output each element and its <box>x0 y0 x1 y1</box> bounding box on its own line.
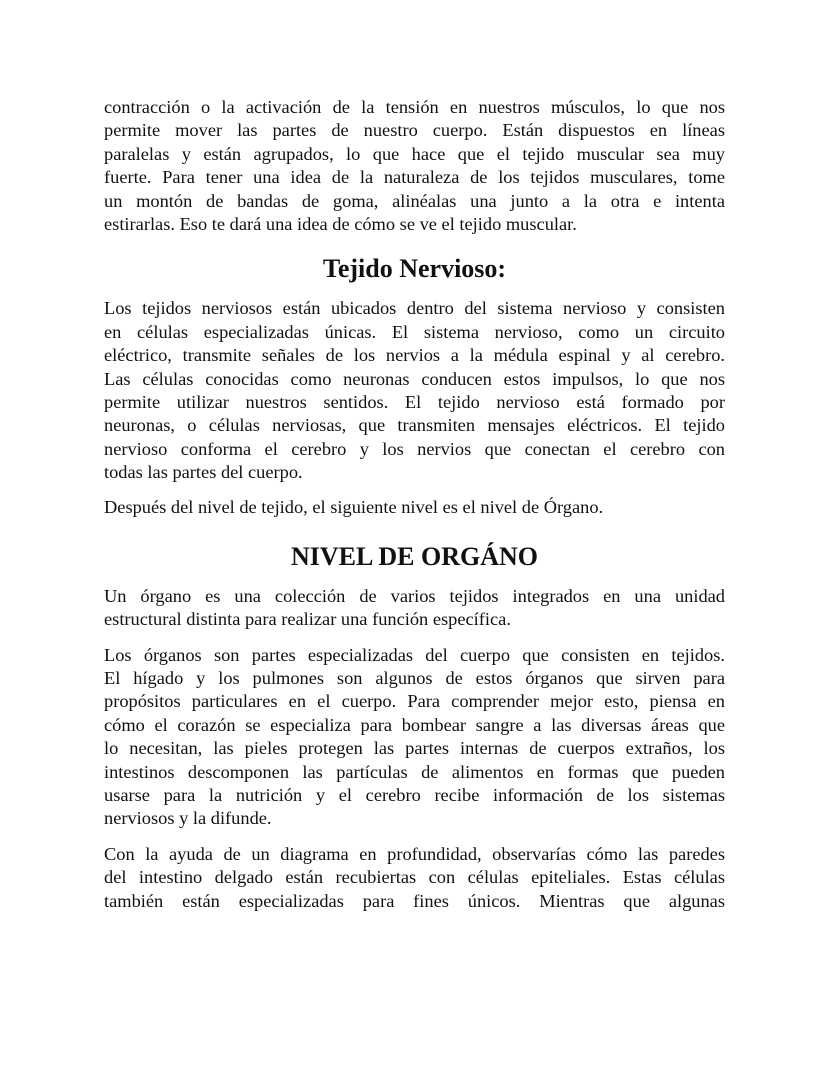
text-line: estirarlas. Eso te dará una idea de cómo se ve el tejido muscular. <box>104 213 577 234</box>
text-line: nervioso conforma el cerebro y los nervios que conectan el cerebro con <box>104 438 725 459</box>
text-line: Los tejidos nerviosos están ubicados dentro del sistema nervioso y consisten <box>104 298 725 319</box>
paragraph <box>104 644 725 831</box>
text-line: cómo el corazón se especializa para bombear sangre a las diversas áreas que <box>104 714 725 735</box>
text-line: intestinos descomponen las partículas de alimentos en formas que pueden <box>104 761 725 782</box>
text-line: El hígado y los pulmones son algunos de estos órganos que sirven para <box>104 668 725 689</box>
paragraph <box>104 297 725 484</box>
text-line: usarse para la nutrición y el cerebro recibe información de los sistemas <box>104 784 725 805</box>
text-line: nerviosos y la difunde. <box>104 808 272 829</box>
text-line: todas las partes del cuerpo. <box>104 462 303 483</box>
text-line: eléctrico, transmite señales de los nervios a la médula espinal y al cerebro. <box>104 345 725 366</box>
text-line: permite utilizar nuestros sentidos. El tejido nervioso está formado por <box>104 391 725 412</box>
text-line: paralelas y están agrupados, lo que hace que el tejido muscular sea muy <box>104 143 725 164</box>
text-line: Los órganos son partes especializadas del cuerpo que consisten en tejidos. <box>104 644 725 665</box>
document-page <box>104 96 725 925</box>
text-line: Después del nivel de tejido, el siguiente nivel es el nivel de Órgano. <box>104 497 604 518</box>
text-line: lo necesitan, las pieles protegen las partes internas de cuerpos extraños, los <box>104 738 725 759</box>
section-heading: NIVEL DE ORGÁNO <box>290 541 539 571</box>
text-line: fuerte. Para tener una idea de la naturaleza de los tejidos musculares, tome <box>104 167 725 188</box>
text-line: contracción o la activación de la tensión en nuestros músculos, lo que nos <box>104 97 725 117</box>
text-line: Con la ayuda de un diagrama en profundidad, observarías cómo las paredes <box>104 843 725 864</box>
paragraph <box>104 585 725 632</box>
text-line: permite mover las partes de nuestro cuerpo. Están dispuestos en líneas <box>104 120 725 141</box>
text-line: en células especializadas únicas. El sistema nervioso, como un circuito <box>104 321 725 342</box>
text-line: estructural distinta para realizar una función específica. <box>104 609 511 630</box>
text-line: del intestino delgado están recubiertas con células epiteliales. Estas células <box>104 867 725 888</box>
text-line: Un órgano es una colección de varios tejidos integrados en una unidad <box>104 585 725 606</box>
text-line: Las células conocidas como neuronas conducen estos impulsos, lo que nos <box>104 368 725 389</box>
paragraph <box>104 496 725 519</box>
text-line: también están especializadas para fines únicos. Mientras que algunas <box>104 890 725 911</box>
text-line: un montón de bandas de goma, alinéalas una junto a la otra e intenta <box>104 190 725 211</box>
paragraph <box>104 843 725 913</box>
section-heading: Tejido Nervioso: <box>322 254 507 284</box>
text-line: neuronas, o células nerviosas, que transmiten mensajes eléctricos. El tejido <box>104 415 725 436</box>
paragraph <box>104 96 725 236</box>
text-line: propósitos particulares en el cuerpo. Para comprender mejor esto, piensa en <box>104 691 725 712</box>
